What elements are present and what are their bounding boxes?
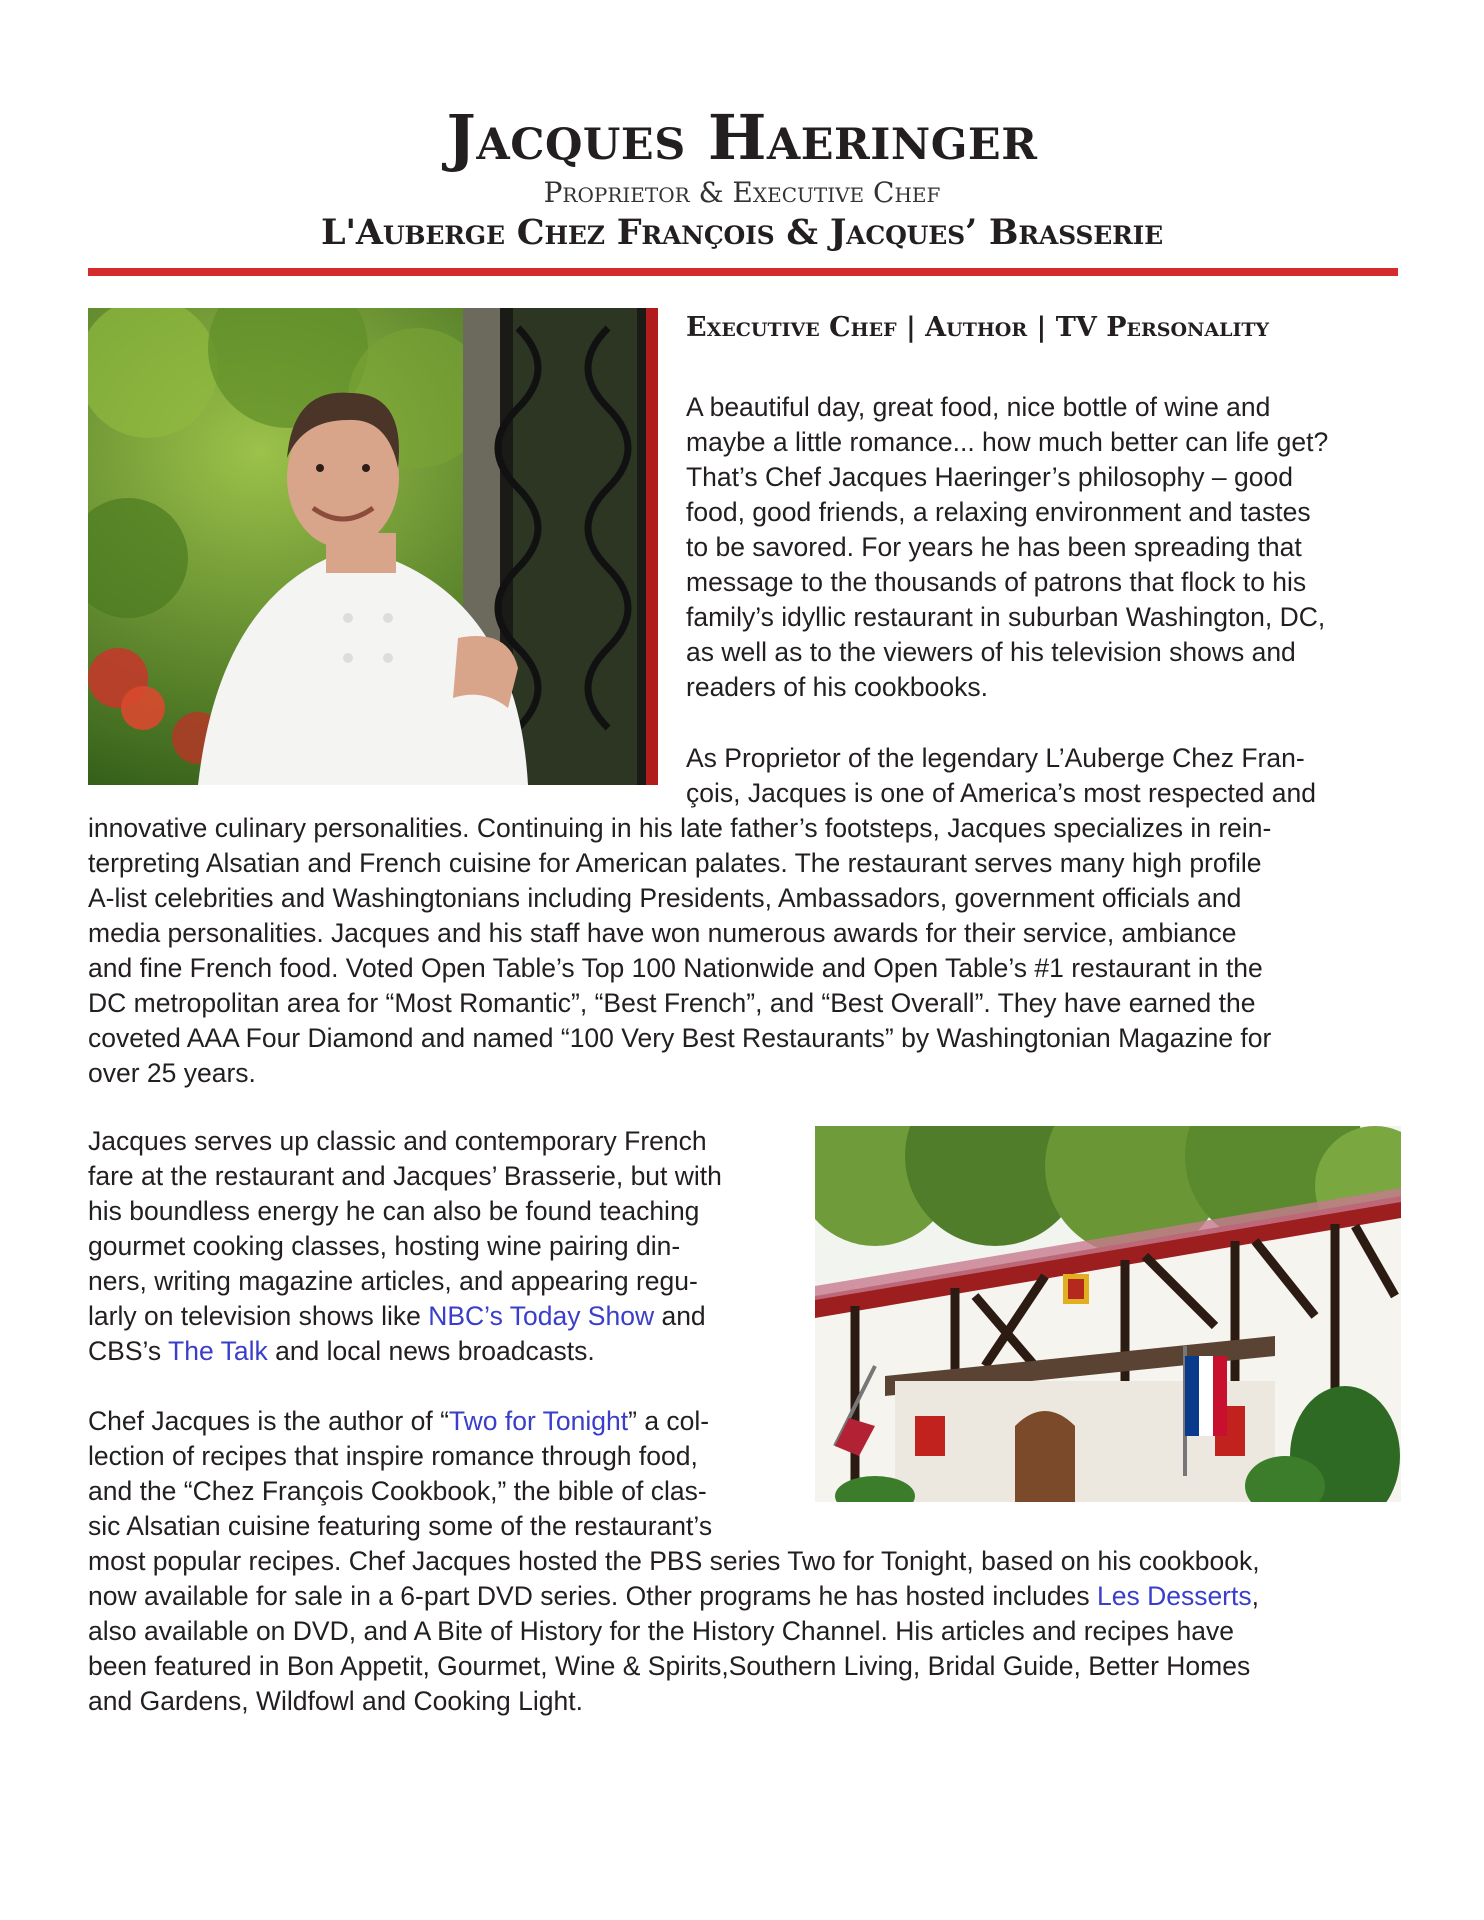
text-line: most popular recipes. Chef Jacques hosted the PBS series Two for Tonight, based on his cookbook, <box>88 1546 1260 1576</box>
text-line: as well as to the viewers of his television shows and <box>686 637 1296 667</box>
chef-role: Proprietor & Executive Chef <box>543 176 941 209</box>
two-for-tonight-link[interactable]: Two for Tonight <box>448 1406 629 1436</box>
tagline: Executive Chef | Author | TV Personality <box>686 312 1270 343</box>
text-line: Jacques serves up classic and contemporary French <box>88 1126 707 1156</box>
text-line: media personalities. Jacques and his staff have won numerous awards for their service, ambiance <box>88 918 1237 948</box>
text-line: his boundless energy he can also be found teaching <box>88 1196 700 1226</box>
text-line: and Gardens, Wildfowl and Cooking Light. <box>88 1686 583 1716</box>
page-header <box>0 100 1484 256</box>
text-line: ners, writing magazine articles, and appearing regu- <box>88 1266 698 1296</box>
author-paragraph <box>88 1404 1260 1719</box>
text-line: maybe a little romance... how much better can life get? <box>686 427 1329 457</box>
text-fragment: ” a col- <box>628 1406 710 1436</box>
text-fragment: larly on television shows like <box>88 1301 429 1331</box>
les-desserts-link[interactable]: Les Desserts <box>1096 1581 1252 1611</box>
header-divider <box>88 268 1398 276</box>
text-line: and the “Chez François Cookbook,” the bible of clas- <box>88 1476 707 1506</box>
proprietor-paragraph <box>88 811 1271 1091</box>
text-line: innovative culinary personalities. Continuing in his late father’s footsteps, Jacques specializes in rein- <box>88 813 1272 843</box>
text-fragment: CBS’s <box>88 1336 169 1366</box>
restaurant-names: L'Auberge Chez François & Jacques’ Brasserie <box>320 212 1164 253</box>
text-line <box>88 1404 1260 1439</box>
text-line: readers of his cookbooks. <box>686 672 988 702</box>
text-line: That’s Chef Jacques Haeringer’s philosophy – good <box>686 462 1293 492</box>
text-line: over 25 years. <box>88 1058 256 1088</box>
text-line: and fine French food. Voted Open Table’s Top 100 Nationwide and Open Table’s #1 restaurant in the <box>88 953 1263 983</box>
text-line: fare at the restaurant and Jacques’ Brasserie, but with <box>88 1161 722 1191</box>
text-line: A beautiful day, great food, nice bottle of wine and <box>686 392 1271 422</box>
text-line <box>88 1299 722 1334</box>
text-fragment: and <box>654 1301 706 1331</box>
text-fragment: now available for sale in a 6-part DVD series. Other programs he has hosted includes <box>88 1581 1097 1611</box>
text-line: gourmet cooking classes, hosting wine pairing din- <box>88 1231 681 1261</box>
text-line: DC metropolitan area for “Most Romantic”, “Best French”, and “Best Overall”. They have earned the <box>88 988 1256 1018</box>
text-line: terpreting Alsatian and French cuisine for American palates. The restaurant serves many high profile <box>88 848 1262 878</box>
chef-portrait-photo <box>88 308 658 785</box>
text-fragment: Chef Jacques is the author of “ <box>88 1406 449 1436</box>
text-line: As Proprietor of the legendary L’Auberge Chez Fran- <box>686 743 1305 773</box>
text-fragment: , <box>1251 1581 1259 1611</box>
text-line <box>88 1334 722 1369</box>
intro-paragraph <box>686 390 1328 705</box>
text-fragment: and local news broadcasts. <box>267 1336 595 1366</box>
text-line: also available on DVD, and A Bite of History for the History Channel. His articles and recipes have <box>88 1616 1234 1646</box>
chef-name: Jacques Haeringer <box>446 101 1038 174</box>
text-line: çois, Jacques is one of America’s most respected and <box>686 778 1316 808</box>
text-line: food, good friends, a relaxing environment and tastes <box>686 497 1311 527</box>
text-line: coveted AAA Four Diamond and named “100 Very Best Restaurants” by Washingtonian Magazine for <box>88 1023 1272 1053</box>
text-line: to be savored. For years he has been spreading that <box>686 532 1302 562</box>
activities-paragraph <box>88 1124 722 1369</box>
text-line: lection of recipes that inspire romance through food, <box>88 1441 698 1471</box>
text-line: family’s idyllic restaurant in suburban Washington, DC, <box>686 602 1326 632</box>
text-line: been featured in Bon Appetit, Gourmet, Wine & Spirits,Southern Living, Bridal Guide, Better Homes <box>88 1651 1251 1681</box>
cbs-the-talk-link[interactable]: The Talk <box>168 1336 268 1366</box>
nbc-today-show-link[interactable]: NBC’s Today Show <box>428 1301 655 1331</box>
text-line <box>88 1579 1260 1614</box>
text-line: A-list celebrities and Washingtonians including Presidents, Ambassadors, government officials and <box>88 883 1242 913</box>
text-line: sic Alsatian cuisine featuring some of the restaurant’s <box>88 1511 713 1541</box>
text-line: message to the thousands of patrons that flock to his <box>686 567 1307 597</box>
proprietor-paragraph-wrapped <box>686 741 1316 811</box>
